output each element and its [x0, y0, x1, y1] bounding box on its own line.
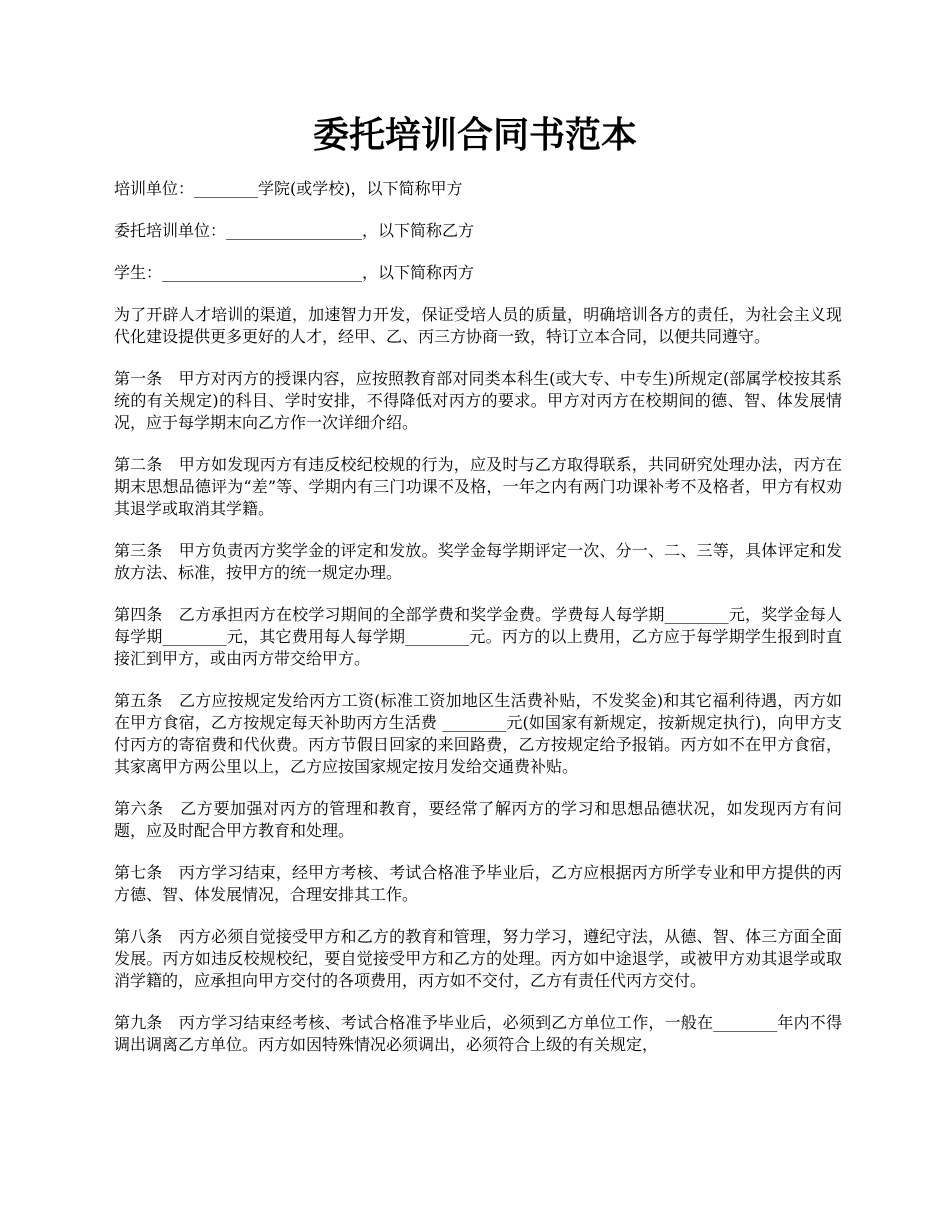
party-a-line: 培训单位：________学院(或学校)，以下简称甲方 [114, 179, 463, 198]
document-body [114, 178, 842, 1076]
article-2: 第二条 甲方如发现丙方有违反校纪校规的行为，应及时与乙方取得联系，共同研究处理办法，丙方在期末思想品德评为“差”等、学期内有三门功课不及格，一年之内有两门功课补考不及格者，甲方有权劝其退学或取消其学籍。 [114, 455, 842, 518]
article-1: 第一条 甲方对丙方的授课内容，应按照教育部对同类本科生(或大专、中专生)所规定(部属学校按其系统的有关规定)的科目、学时安排，不得降低对丙方的要求。甲方对丙方在校期间的德、智、体发展情况，应于每学期末向乙方作一次详细介绍。 [114, 369, 842, 432]
article-4: 第四条 乙方承担丙方在校学习期间的全部学费和奖学金费。学费每人每学期________元，奖学金每人每学期________元，其它费用每人每学期________元。丙方的以上费用，乙方应于每学期学生报到时直接汇到甲方，或由丙方带交给甲方。 [114, 605, 842, 668]
preamble-paragraph: 为了开辟人才培训的渠道，加速智力开发，保证受培人员的质量，明确培训各方的责任，为社会主义现代化建设提供更多更好的人才，经甲、乙、丙三方协商一致，特订立本合同，以便共同遵守。 [114, 305, 842, 346]
article-3: 第三条 甲方负责丙方奖学金的评定和发放。奖学金每学期评定一次、分一、二、三等，具体评定和发放方法、标准，按甲方的统一规定办理。 [114, 541, 842, 582]
article-8: 第八条 丙方必须自觉接受甲方和乙方的教育和管理，努力学习，遵纪守法，从德、智、体三方面全面发展。丙方如违反校规校纪，要自觉接受甲方和乙方的处理。丙方如中途退学，或被甲方劝其退学或取消学籍的，应承担向甲方交付的各项费用，丙方如不交付，乙方有责任代丙方交付。 [114, 927, 842, 990]
party-b-line: 委托培训单位：_________________，以下简称乙方 [114, 221, 475, 240]
article-9: 第九条 丙方学习结束经考核、考试合格准予毕业后，必须到乙方单位工作，一般在________年内不得调出调离乙方单位。丙方如因特殊情况必须调出，必须符合上级的有关规定， [114, 1013, 842, 1054]
article-5: 第五条 乙方应按规定发给丙方工资(标准工资加地区生活费补贴，不发奖金)和其它福利待遇，丙方如在甲方食宿，乙方按规定每天补助丙方生活费 ________元(如国家有新规定，按新规定执行)，向甲方支付丙方的寄宿费和代伙费。丙方节假日回家的来回路费，乙方按规定给予报销。丙方如不在甲方食宿，其家离甲方两公里以上，乙方应按国家规定按月发给交通费补贴。 [114, 691, 842, 776]
document-title: 委托培训合同书范本 [312, 115, 637, 156]
party-c-line: 学生：_________________________，以下简称丙方 [114, 263, 475, 282]
article-6: 第六条 乙方要加强对丙方的管理和教育，要经常了解丙方的学习和思想品德状况，如发现丙方有问题，应及时配合甲方教育和处理。 [114, 799, 842, 840]
article-7: 第七条 丙方学习结束，经甲方考核、考试合格准予毕业后，乙方应根据丙方所学专业和甲方提供的丙方德、智、体发展情况，合理安排其工作。 [114, 863, 842, 904]
